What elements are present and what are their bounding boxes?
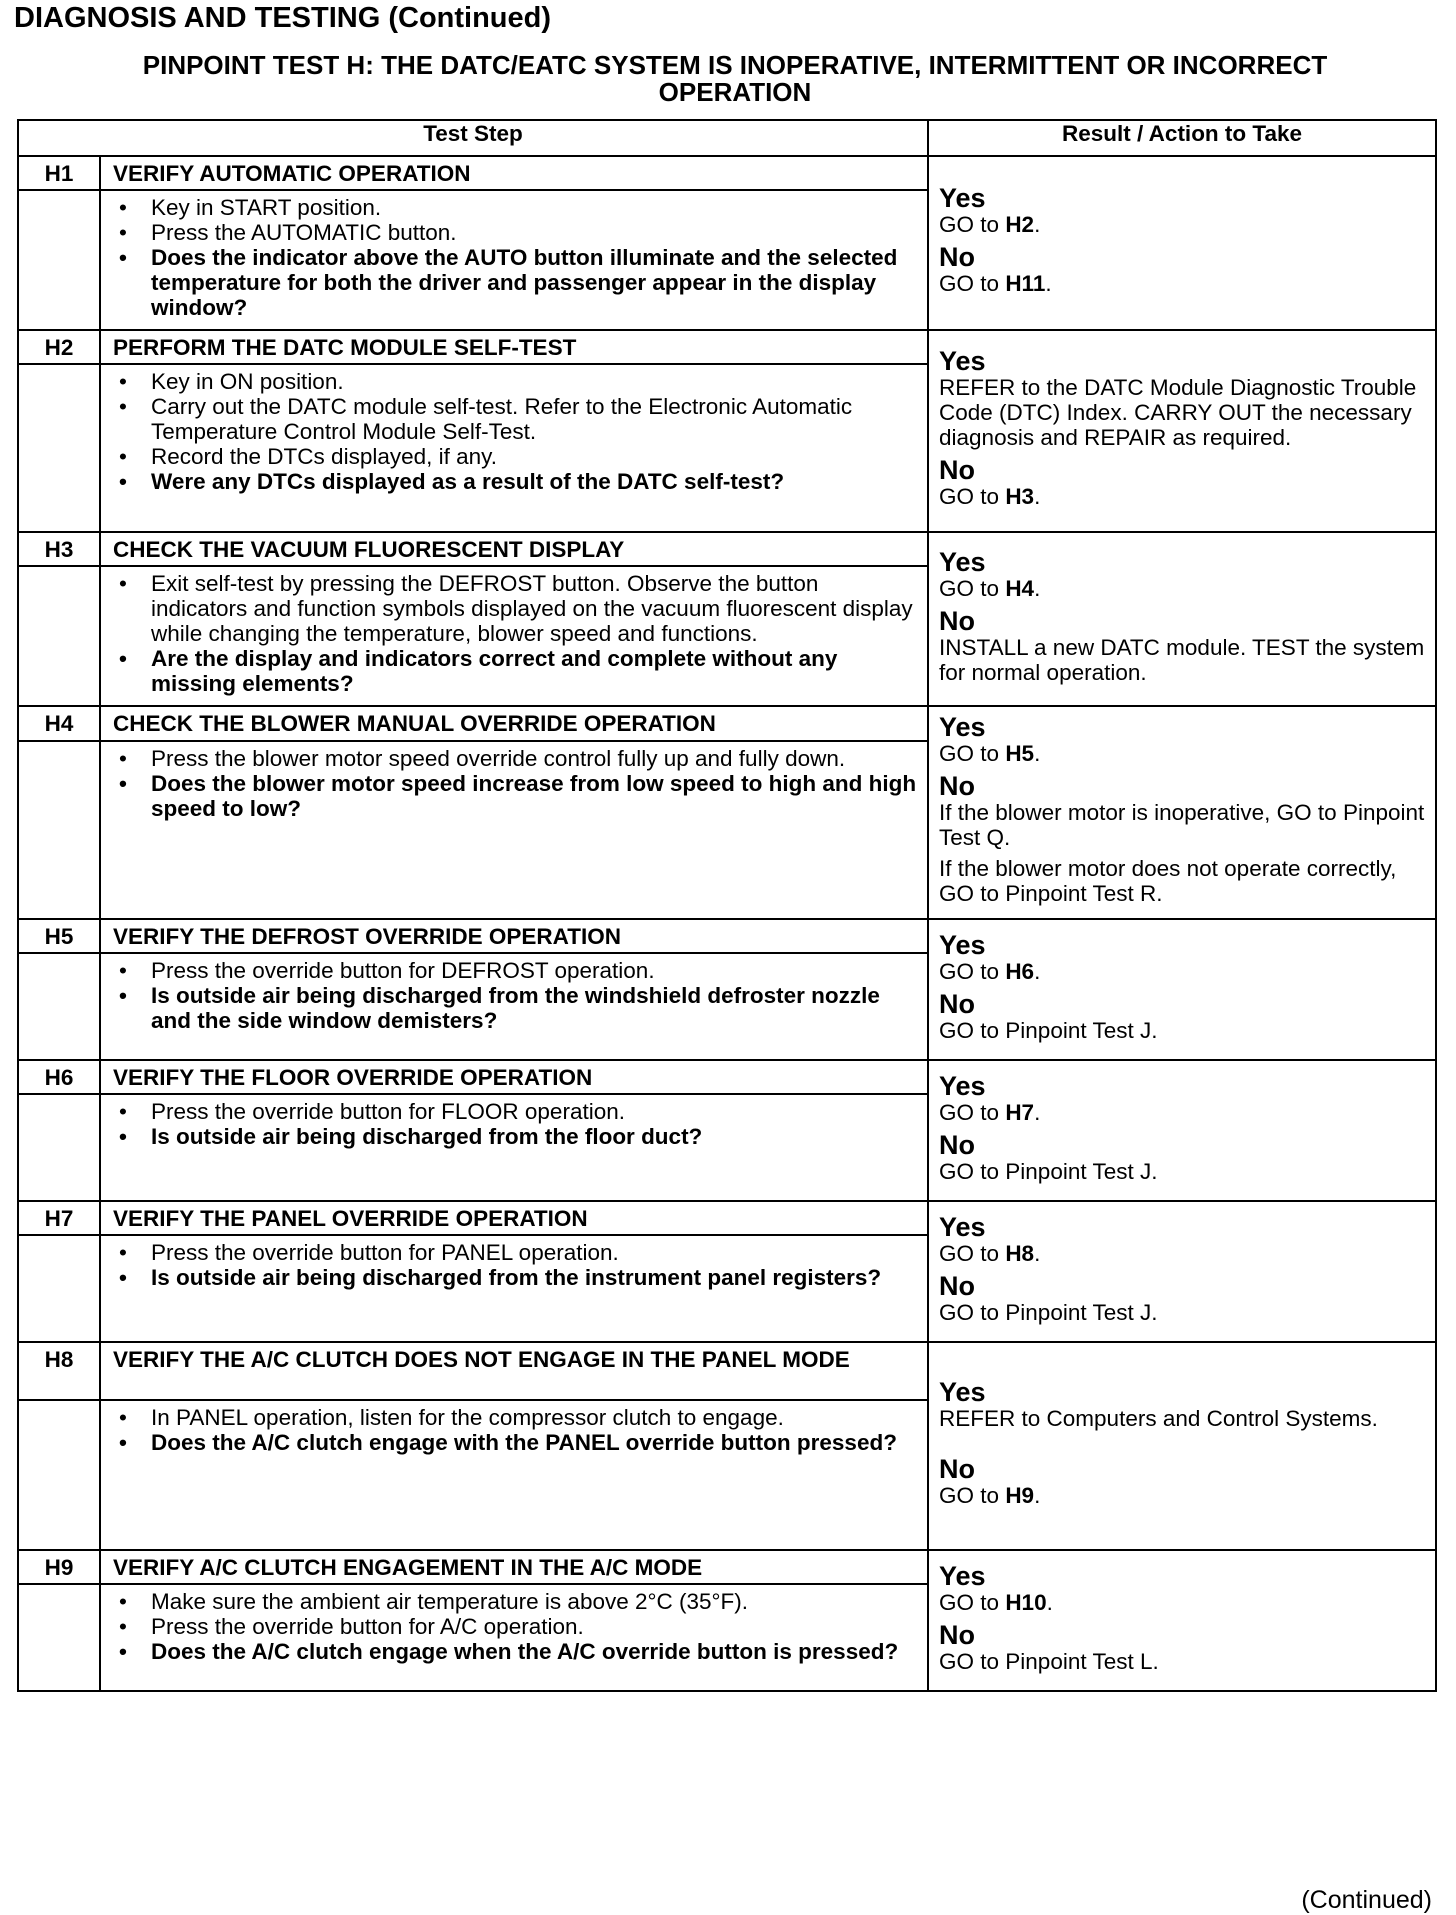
step-title-row <box>18 532 1436 566</box>
go-to-text: GO to <box>939 271 1000 296</box>
yes-action: GO to H6. <box>939 958 1041 984</box>
yes-target: H7 <box>1005 1099 1035 1125</box>
go-to-text: GO to <box>939 484 1000 509</box>
no-target: H11 <box>1005 271 1046 296</box>
page-title: DIAGNOSIS AND TESTING (Continued) <box>14 2 552 34</box>
no-label: No <box>939 455 976 485</box>
step-title-row <box>18 1060 1436 1094</box>
step-body <box>100 1584 928 1691</box>
step-body <box>100 953 928 1060</box>
step-result <box>928 1060 1436 1201</box>
no-action <box>939 1018 1425 1043</box>
step-result <box>928 1201 1436 1342</box>
step-id-blank <box>18 741 100 919</box>
no-label: No <box>939 1619 976 1650</box>
step-result <box>928 706 1436 919</box>
yes-target: H5 <box>1005 741 1035 766</box>
go-to-text: GO to <box>939 575 1000 601</box>
step-result <box>928 532 1436 706</box>
step-id-blank <box>18 1094 100 1201</box>
step-instruction: • In PANEL operation, listen for the compressor clutch to engage. <box>113 1405 917 1430</box>
step-question: • Is outside air being discharged from the instrument panel registers? <box>113 1265 917 1290</box>
step-id-blank <box>18 364 100 532</box>
step-id: H3 <box>18 532 100 566</box>
yes-label: Yes <box>939 1211 986 1242</box>
yes-action: GO to H8. <box>939 1240 1041 1266</box>
step-bullet-list <box>113 746 917 821</box>
step-title-row <box>18 156 1436 190</box>
step-instruction: • Key in ON position. <box>113 369 917 394</box>
step-instruction: • Press the override button for DEFROST operation. <box>113 958 917 983</box>
step-body <box>100 364 928 532</box>
step-instruction: • Key in START position. <box>113 195 917 220</box>
no-action <box>939 1300 1425 1325</box>
step-question: • Were any DTCs displayed as a result of the DATC self-test? <box>113 469 917 494</box>
step-title: VERIFY A/C CLUTCH ENGAGEMENT IN THE A/C MODE <box>100 1550 928 1584</box>
step-id-blank <box>18 1584 100 1691</box>
step-id-blank <box>18 190 100 330</box>
test-title-line-1: PINPOINT TEST H: THE DATC/EATC SYSTEM IS INOPERATIVE, INTERMITTENT OR INCORRECT <box>142 50 1328 80</box>
no-action <box>939 1159 1425 1184</box>
yes-target: H6 <box>1005 958 1035 984</box>
step-instruction: • Press the override button for A/C operation. <box>113 1614 917 1639</box>
yes-target: H8 <box>1005 1240 1035 1266</box>
step-body <box>100 566 928 706</box>
step-title: VERIFY THE DEFROST OVERRIDE OPERATION <box>100 919 928 953</box>
no-action: GO to H9. <box>939 1483 1041 1508</box>
yes-label: Yes <box>939 1070 986 1101</box>
step-title: CHECK THE VACUUM FLUORESCENT DISPLAY <box>100 532 928 566</box>
step-title: CHECK THE BLOWER MANUAL OVERRIDE OPERATION <box>100 706 928 741</box>
step-title: PERFORM THE DATC MODULE SELF-TEST <box>100 330 928 364</box>
no-action: GO to H11. <box>939 271 1052 296</box>
yes-action: GO to H4. <box>939 575 1041 601</box>
test-step-header: Test Step <box>18 120 928 156</box>
step-result <box>928 156 1436 330</box>
test-title-line-2: OPERATION <box>658 77 812 107</box>
step-result <box>928 1550 1436 1691</box>
step-result <box>928 330 1436 532</box>
yes-label: Yes <box>939 1377 986 1407</box>
yes-action: GO to H10. <box>939 1589 1053 1615</box>
no-action <box>939 1649 1425 1674</box>
no-label: No <box>939 1129 976 1160</box>
step-bullet-list <box>113 1405 917 1455</box>
step-id: H1 <box>18 156 100 190</box>
step-body <box>100 741 928 919</box>
no-label: No <box>939 988 976 1019</box>
no-label: No <box>939 1270 976 1301</box>
step-id: H5 <box>18 919 100 953</box>
no-text: GO to Pinpoint Test J. <box>939 1158 1158 1184</box>
step-bullet-list <box>113 958 917 1033</box>
yes-text: REFER to Computers and Control Systems. <box>939 1406 1378 1431</box>
step-question: • Is outside air being discharged from the windshield defroster nozzle and the side window demisters? <box>113 983 917 1033</box>
step-result <box>928 1342 1436 1550</box>
step-title: VERIFY THE A/C CLUTCH DOES NOT ENGAGE IN THE PANEL MODE <box>100 1342 928 1400</box>
yes-label: Yes <box>939 929 986 960</box>
step-bullet-list <box>113 1240 917 1290</box>
step-bullet-list <box>113 369 917 494</box>
table-header-row <box>18 120 1436 156</box>
step-instruction: • Press the override button for PANEL operation. <box>113 1240 917 1265</box>
no-text: INSTALL a new DATC module. TEST the system for normal operation. <box>939 634 1425 685</box>
step-id-blank <box>18 953 100 1060</box>
step-id-blank <box>18 566 100 706</box>
step-result <box>928 919 1436 1060</box>
no-action-2: If the blower motor does not operate correctly, GO to Pinpoint Test R. <box>939 856 1397 906</box>
step-title-row <box>18 919 1436 953</box>
pinpoint-test-title <box>14 52 1456 106</box>
step-question: • Does the blower motor speed increase from low speed to high and high speed to low? <box>113 771 917 821</box>
no-action <box>939 635 1425 685</box>
yes-action: GO to H2. <box>939 212 1041 237</box>
step-instruction: • Press the override button for FLOOR operation. <box>113 1099 917 1124</box>
go-to-text: GO to <box>939 741 1000 766</box>
yes-action: GO to H5. <box>939 741 1041 766</box>
yes-action <box>939 375 1425 450</box>
step-title-row <box>18 1201 1436 1235</box>
step-question: • Is outside air being discharged from the floor duct? <box>113 1124 917 1149</box>
result-header: Result / Action to Take <box>928 120 1436 156</box>
yes-label: Yes <box>939 1560 986 1591</box>
go-to-text: GO to <box>939 1099 1000 1125</box>
yes-action: GO to H7. <box>939 1099 1041 1125</box>
spacer <box>939 1437 1425 1455</box>
go-to-text: GO to <box>939 1589 1000 1615</box>
go-to-text: GO to <box>939 1483 1000 1508</box>
step-title-row <box>18 330 1436 364</box>
step-id: H4 <box>18 706 100 741</box>
step-bullet-list <box>113 195 917 320</box>
no-target: H9 <box>1005 1483 1035 1508</box>
step-instruction: • Record the DTCs displayed, if any. <box>113 444 917 469</box>
step-instruction: • Press the blower motor speed override control fully up and fully down. <box>113 746 917 771</box>
step-title: VERIFY THE FLOOR OVERRIDE OPERATION <box>100 1060 928 1094</box>
step-bullet-list <box>113 571 917 696</box>
step-bullet-list <box>113 1099 917 1149</box>
step-instruction: • Carry out the DATC module self-test. Refer to the Electronic Automatic Temperature Control Module Self-Test. <box>113 394 917 444</box>
yes-target: H4 <box>1005 575 1035 601</box>
pinpoint-test-table <box>17 119 1437 1692</box>
step-instruction: • Press the AUTOMATIC button. <box>113 220 917 245</box>
yes-target: H10 <box>1005 1589 1047 1615</box>
no-label: No <box>939 605 976 636</box>
step-bullet-list <box>113 1589 917 1664</box>
yes-text: REFER to the DATC Module Diagnostic Trouble Code (DTC) Index. CARRY OUT the necessary diagnosis and REPAIR as required. <box>939 375 1417 450</box>
step-title: VERIFY THE PANEL OVERRIDE OPERATION <box>100 1201 928 1235</box>
no-action <box>939 800 1425 850</box>
no-text: GO to Pinpoint Test J. <box>939 1017 1158 1043</box>
continued-label: (Continued) <box>1301 1886 1432 1914</box>
no-text: GO to Pinpoint Test L. <box>939 1648 1159 1674</box>
step-title-row <box>18 706 1436 741</box>
step-instruction: • Make sure the ambient air temperature is above 2°C (35°F). <box>113 1589 917 1614</box>
no-label: No <box>939 771 976 801</box>
step-body <box>100 1235 928 1342</box>
step-title-row <box>18 1550 1436 1584</box>
go-to-text: GO to <box>939 1240 1000 1266</box>
step-id: H8 <box>18 1342 100 1400</box>
step-question: • Does the A/C clutch engage when the A/C override button is pressed? <box>113 1639 917 1664</box>
yes-action <box>939 1406 1425 1431</box>
yes-label: Yes <box>939 712 986 742</box>
step-body <box>100 190 928 330</box>
step-id-blank <box>18 1400 100 1550</box>
no-text: GO to Pinpoint Test J. <box>939 1299 1158 1325</box>
step-question: • Are the display and indicators correct and complete without any missing elements? <box>113 646 917 696</box>
go-to-text: GO to <box>939 958 1000 984</box>
step-title-row <box>18 1342 1436 1400</box>
go-to-text: GO to <box>939 212 1000 237</box>
no-target: H3 <box>1005 484 1035 509</box>
step-instruction: • Exit self-test by pressing the DEFROST button. Observe the button indicators and function symbols displayed on the vacuum fluorescent display while changing the temperature, blower speed and functions. <box>113 571 917 646</box>
step-body <box>100 1400 928 1550</box>
step-question: • Does the A/C clutch engage with the PANEL override button pressed? <box>113 1430 917 1455</box>
step-id: H9 <box>18 1550 100 1584</box>
step-title: VERIFY AUTOMATIC OPERATION <box>100 156 928 190</box>
yes-label: Yes <box>939 346 986 376</box>
step-id: H2 <box>18 330 100 364</box>
yes-label: Yes <box>939 183 986 213</box>
yes-target: H2 <box>1005 212 1035 237</box>
yes-label: Yes <box>939 546 986 577</box>
step-body <box>100 1094 928 1201</box>
step-id-blank <box>18 1235 100 1342</box>
no-text: If the blower motor is inoperative, GO to Pinpoint Test Q. <box>939 800 1425 850</box>
no-label: No <box>939 1454 976 1484</box>
no-action: GO to H3. <box>939 484 1041 509</box>
step-id: H6 <box>18 1060 100 1094</box>
step-question: • Does the indicator above the AUTO button illuminate and the selected temperature for both the driver and passenger appear in the display window? <box>113 245 917 320</box>
step-id: H7 <box>18 1201 100 1235</box>
no-label: No <box>939 242 976 272</box>
